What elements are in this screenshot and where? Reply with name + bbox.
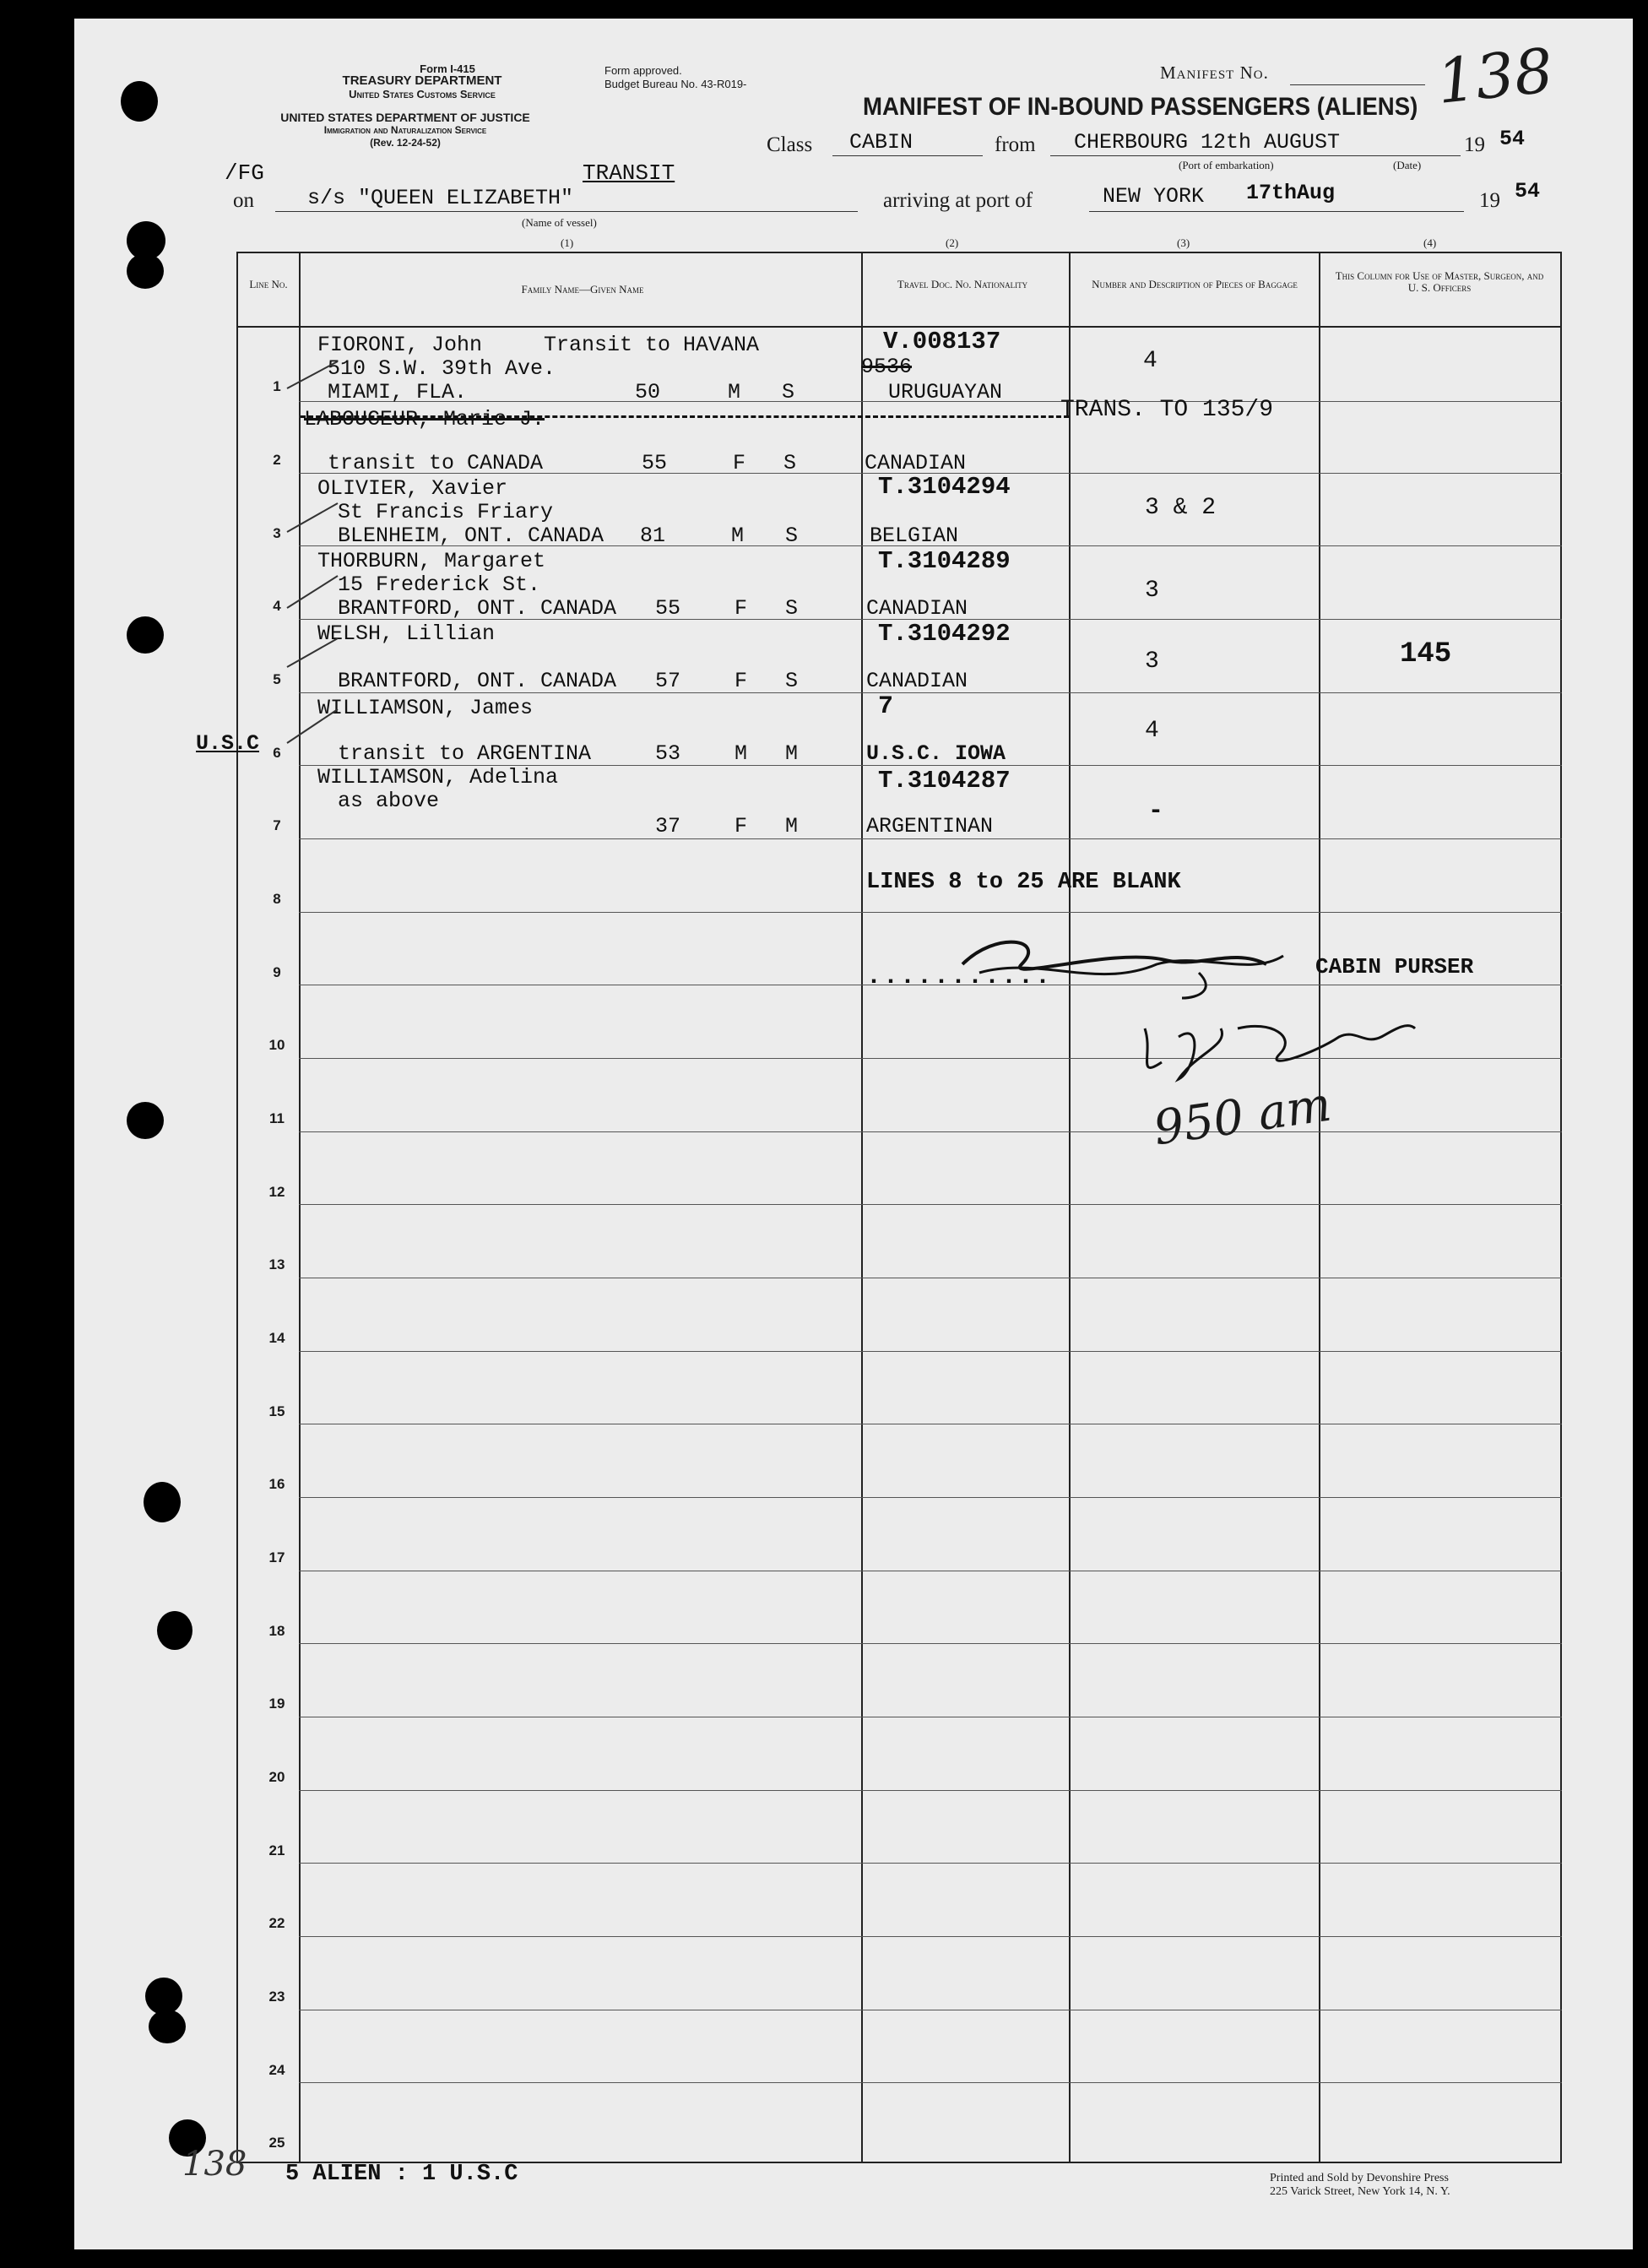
passenger-marital: S [785,596,799,621]
baggage: 4 [1145,718,1159,744]
baggage: 3 [1145,648,1159,675]
col-divider-doc [1069,252,1071,2163]
strike-dashed-line [301,415,1069,418]
arrival-line [1089,211,1464,212]
revision: (Rev. 12-24-52) [370,137,441,149]
form-approved: Form approved. [604,64,682,77]
col-header-baggage: Number and Description of Pieces of Baggage [1092,278,1298,290]
col-header-officers: This Column for Use of Master, Surgeon, and U. S. Officers [1335,269,1544,294]
blank-lines-note: LINES 8 to 25 ARE BLANK [866,870,1181,895]
line-number: 24 [268,2062,285,2078]
manifest-number-handwritten: 138 [1433,35,1557,117]
row-rule [299,1497,1562,1498]
passenger-city: BRANTFORD, ONT. CANADA [338,669,617,693]
travel-doc: 7 [878,692,894,721]
passenger-age: 57 [655,669,681,693]
officer-note: 145 [1400,638,1452,670]
travel-doc: T.3104294 [878,473,1011,501]
passenger-address: St Francis Friary [338,500,554,524]
travel-doc: T.3104292 [878,620,1011,648]
baggage: 4 [1143,348,1157,374]
row-rule [299,2082,1562,2083]
passenger-address: 15 Frederick St. [338,572,541,597]
col-divider-name [861,252,863,2163]
passenger-name: WILLIAMSON, James [317,696,534,720]
punch-hole [144,1482,181,1522]
passenger-sex: M [731,524,745,548]
punch-hole [127,1102,164,1139]
on-label: on [233,189,254,212]
punch-hole [127,616,164,654]
col-header-travel-doc: Travel Doc. No. Nationality [897,278,1028,290]
justice-dept: UNITED STATES DEPARTMENT OF JUSTICE [280,111,530,124]
nationality: BELGIAN [870,524,959,548]
row-rule [299,1643,1562,1644]
passenger-marital: M [785,741,799,766]
line-number: 14 [268,1330,285,1346]
passenger-sex: F [733,451,746,475]
line-number: 4 [273,598,281,614]
purser-signature [946,914,1300,1006]
col-num-2: (2) [946,236,959,249]
col-header-name: Family Name—Given Name [521,283,644,296]
punch-hole [127,253,164,289]
from-label: from [995,133,1036,156]
signature-dots: ........... [866,963,1053,991]
passenger-marital: S [785,524,799,548]
travel-doc: V.008137 [883,328,1001,355]
budget-bureau: Budget Bureau No. 43-R019- [604,78,747,90]
passenger-name-crossed: LABOUCEUR, Marie J. [304,407,545,431]
line-number: 10 [268,1037,285,1053]
travel-doc: T.3104287 [878,767,1011,795]
customs-service: United States Customs Service [349,88,496,100]
passenger-age: 55 [642,451,668,475]
line-number: 15 [268,1403,285,1419]
col-divider-baggage [1319,252,1320,2163]
treasury-dept: TREASURY DEPARTMENT [342,73,502,88]
line-number: 8 [273,891,281,907]
ins-service: Immigration and Naturalization Service [323,124,487,136]
port-embarkation-label: (Port of embarkation) [1179,159,1274,171]
line-number: 21 [268,1842,285,1858]
row-rule [299,1204,1562,1205]
arrival-port: NEW YORK [1103,184,1205,209]
col-num-1: (1) [561,236,574,249]
passenger-age: 50 [635,380,661,404]
line-number: 7 [273,817,281,833]
nationality: ARGENTINAN [866,814,994,838]
punch-hole [157,1611,192,1650]
travel-doc-crossed: 9536 [861,355,913,379]
row-rule [299,1790,1562,1791]
punch-hole [149,2010,186,2043]
passenger-note: as above [338,789,440,813]
travel-doc: T.3104289 [878,547,1011,575]
year-arrival-value: 54 [1515,179,1541,203]
passenger-sex: F [735,669,748,693]
nationality: CANADIAN [866,596,968,621]
class-label: Class [767,133,813,156]
line-number: 19 [268,1696,285,1712]
transfer-note: TRANS. TO 135/9 [1060,397,1274,423]
line-number: 6 [273,745,281,761]
passenger-sex: M [728,380,741,404]
row-rule [299,838,1562,839]
baggage: 3 [1145,578,1159,604]
passenger-city: BLENHEIM, ONT. CANADA [338,524,604,548]
printer-line-1: Printed and Sold by Devonshire Press [1270,2172,1449,2184]
usc-marker: U.S.C [196,731,260,756]
from-line [1050,155,1461,156]
page-title: MANIFEST OF IN-BOUND PASSENGERS (ALIENS) [863,93,1418,121]
nationality: CANADIAN [865,451,967,475]
footer-tally: 5 ALIEN : 1 U.S.C [285,2162,518,2187]
passenger-marital: S [785,669,799,693]
nationality: U.S.C. IOWA [866,741,1006,766]
passenger-age: 55 [655,596,681,621]
passenger-age: 37 [655,814,681,838]
form-number: Form I-415 [420,62,475,75]
manifest-number-line [1290,84,1425,85]
baggage: 3 & 2 [1145,495,1217,521]
passenger-age: 53 [655,741,681,766]
passenger-sex: F [735,814,748,838]
year-prefix: 19 [1464,133,1485,156]
manifest-number-label: Manifest No. [1160,62,1269,83]
passenger-name: THORBURN, Margaret [317,549,546,573]
passenger-name: FIORONI, John [317,333,483,357]
class-line [832,155,983,156]
nationality: URUGUAYAN [888,380,1003,404]
class-value: CABIN [849,130,913,155]
date-label: (Date) [1393,159,1422,171]
nationality: CANADIAN [866,669,968,693]
passenger-note: transit to CANADA [328,451,544,475]
line-number: 9 [273,964,281,980]
vessel-name: s/s "QUEEN ELIZABETH" [307,186,574,210]
line-number: 20 [268,1769,285,1785]
row-rule [299,1351,1562,1352]
line-number: 5 [273,671,281,687]
passenger-marital: M [785,814,799,838]
footer-hand-number: 138 [182,2145,247,2184]
year-from-value: 54 [1499,127,1526,151]
punch-hole [121,81,158,122]
row-rule [299,1936,1562,1937]
passenger-name: WELSH, Lillian [317,621,496,646]
passenger-city: MIAMI, FLA. [328,380,468,404]
line-number: 2 [273,452,281,468]
row-rule [299,1131,1562,1132]
line-number: 22 [268,1915,285,1931]
passenger-age: 81 [640,524,666,548]
transit-stamp: TRANSIT [583,160,675,186]
line-number: 3 [273,525,281,541]
vessel-line [275,211,858,212]
line-number: 1 [273,378,281,394]
vessel-label: (Name of vessel) [522,216,597,229]
line-number: 17 [268,1549,285,1565]
cabin-purser-label: CABIN PURSER [1315,954,1474,979]
passenger-note: Transit to HAVANA [544,333,760,357]
row-rule [299,1863,1562,1864]
passenger-sex: F [735,596,748,621]
printer-line-2: 225 Varick Street, New York 14, N. Y. [1270,2185,1450,2198]
line-number: 16 [268,1476,285,1492]
line-number: 12 [268,1184,285,1200]
col-num-4: (4) [1423,236,1437,249]
col-header-line: Line No. [249,278,288,290]
passenger-city: BRANTFORD, ONT. CANADA [338,596,617,621]
passenger-name: WILLIAMSON, Adelina [317,765,559,789]
line-number: 11 [269,1110,285,1126]
row-rule [299,912,1562,913]
line-number: 13 [268,1256,285,1272]
baggage: - [1148,797,1164,826]
from-value: CHERBOURG 12th AUGUST [1074,130,1341,155]
passenger-name: OLIVIER, Xavier [317,476,508,501]
col-num-3: (3) [1177,236,1190,249]
line-number: 18 [268,1623,285,1639]
line-number: 23 [268,1989,285,2005]
arrival-date: 17thAug [1246,181,1336,205]
arriving-label: arriving at port of [883,189,1033,212]
passenger-sex: M [735,741,748,766]
passenger-note: transit to ARGENTINA [338,741,592,766]
line-number: 25 [268,2135,285,2151]
fg-code: /FG [225,160,264,186]
passenger-address: 510 S.W. 39th Ave. [328,356,556,381]
check-marks [279,355,380,777]
year-prefix-arrival: 19 [1479,189,1500,212]
passenger-marital: S [782,380,795,404]
time-note: 950 am [1150,1077,1335,1157]
passenger-marital: S [783,451,797,475]
